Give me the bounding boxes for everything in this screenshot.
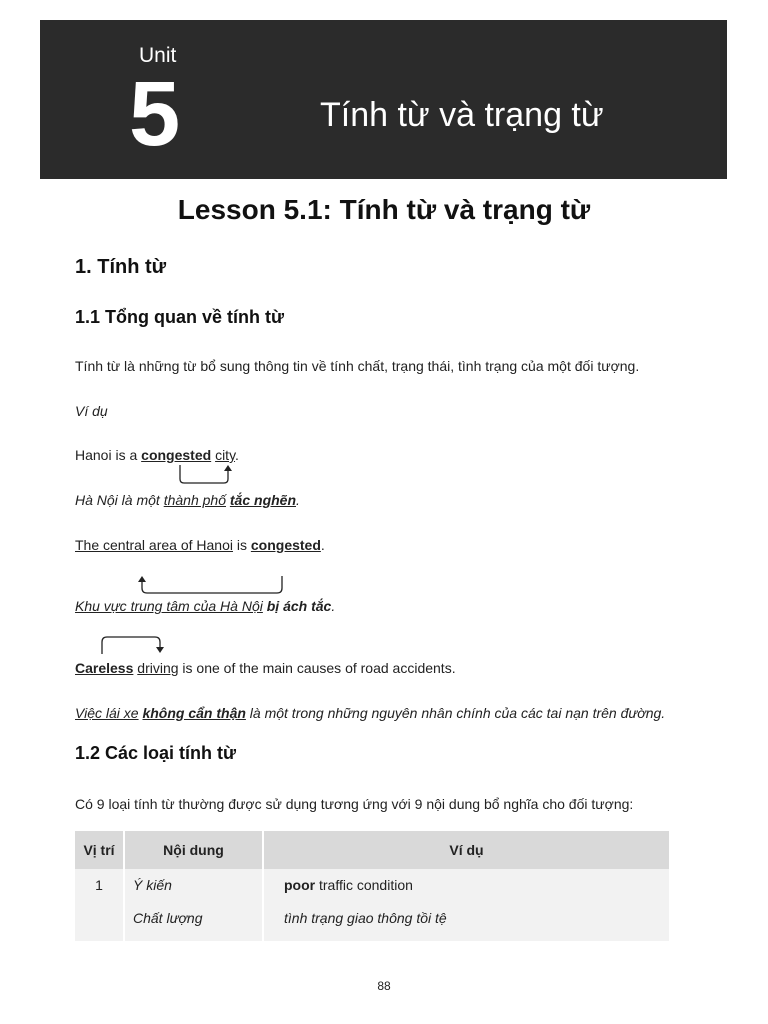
example-adjective: poor — [284, 877, 316, 893]
lesson-title: Lesson 5.1: Tính từ và trạng từ — [177, 194, 591, 225]
table-row — [75, 869, 669, 941]
example-text: is — [232, 537, 251, 553]
modifier-arrow-2-icon — [136, 574, 288, 598]
subsection-heading-overview: 1.1 Tổng quan về tính từ — [75, 307, 285, 327]
types-intro: Có 9 loại tính từ thường được sử dụng tương ứng với 9 nội dung bổ nghĩa cho đối tượng: — [75, 796, 634, 812]
example-label: Ví dụ — [75, 403, 108, 419]
modifier-arrow-3-icon — [98, 634, 168, 656]
subsection-heading-types: 1.2 Các loại tính từ — [75, 743, 237, 763]
example-en — [284, 869, 661, 902]
example-vi: tình trạng giao thông tồi tệ — [284, 910, 447, 926]
unit-number: 5 — [129, 63, 181, 165]
overview-intro: Tính từ là những từ bổ sung thông tin về tính chất, trạng thái, tình trạng của một đối tượng. — [75, 358, 640, 374]
adjective-highlight: congested — [141, 447, 212, 463]
adjective-highlight: bị ách tắc — [266, 598, 332, 614]
example-rest: traffic condition — [315, 877, 413, 893]
noun-highlight: Khu vực trung tâm của Hà Nội — [75, 598, 263, 614]
example-text: Hà Nội là một — [75, 492, 164, 508]
content-line-1: Ý kiến — [133, 877, 172, 893]
noun-highlight: driving — [137, 660, 179, 676]
page-number: 88 — [377, 979, 391, 993]
noun-highlight: thành phố — [163, 492, 226, 508]
section-heading-adjectives: 1. Tính từ — [75, 256, 167, 278]
example-text: Hanoi is a — [75, 447, 142, 463]
content-line-2: Chất lượng — [133, 910, 203, 926]
noun-highlight: city — [215, 447, 236, 463]
cell-position: 1 — [75, 869, 124, 941]
noun-highlight: Việc lái xe — [75, 705, 139, 721]
cell-content — [124, 869, 263, 941]
period: . — [235, 447, 239, 463]
example-2-en — [75, 537, 325, 553]
example-1-en — [75, 447, 239, 463]
table-header-row — [75, 831, 669, 869]
adjective-highlight: Careless — [75, 660, 134, 676]
header-content: Nội dung — [124, 831, 263, 869]
example-3-vi — [75, 705, 665, 721]
unit-title: Tính từ và trạng từ — [320, 96, 604, 134]
noun-highlight: The central area of Hanoi — [75, 537, 233, 553]
example-1-vi — [75, 492, 300, 508]
adjective-highlight: congested — [250, 537, 321, 553]
adjective-types-table — [75, 831, 669, 941]
example-text: là một trong những nguyên nhân chính của các tai nạn trên đường. — [245, 705, 666, 721]
header-example: Ví dụ — [263, 831, 669, 869]
period: . — [320, 537, 325, 553]
period: . — [331, 598, 336, 614]
adjective-highlight: không cẩn thận — [142, 705, 246, 721]
example-text: is one of the main causes of road accidents. — [178, 660, 456, 676]
unit-label: Unit — [139, 44, 177, 67]
cell-example — [263, 869, 669, 941]
example-3-en — [75, 660, 456, 676]
unit-banner — [40, 20, 727, 179]
header-position: Vị trí — [75, 831, 124, 869]
modifier-arrow-1-icon — [178, 463, 238, 487]
adjective-highlight: tắc nghẽn — [229, 492, 297, 508]
example-2-vi — [75, 598, 335, 614]
period: . — [296, 492, 300, 508]
